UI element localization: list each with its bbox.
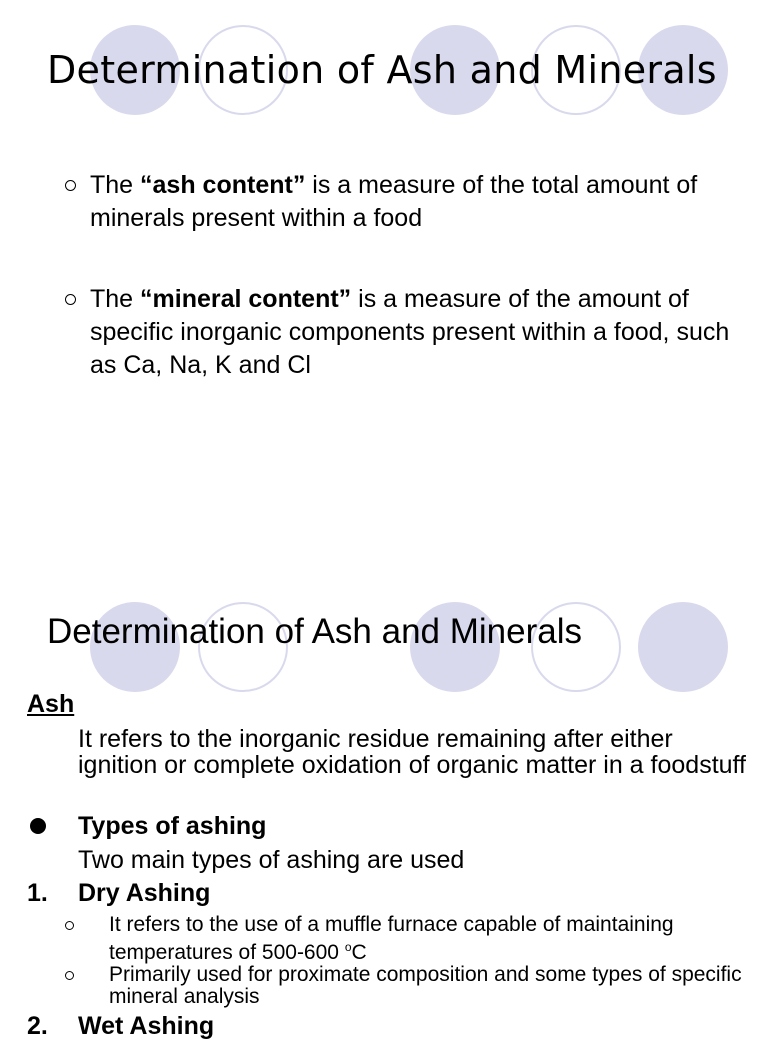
list-number: 2. — [27, 1012, 48, 1040]
hollow-bullet-icon — [65, 921, 74, 930]
bullet-text: The “ash content” is a measure of the total amount of minerals present within a food — [90, 171, 698, 232]
hollow-bullet-icon — [65, 180, 76, 191]
types-heading: Types of ashing — [78, 812, 267, 840]
types-description: Two main types of ashing are used — [78, 846, 465, 874]
dry-ashing-point-1: It refers to the use of a muffle furnace capable of maintaining temperatures of 500-600 $^o$C — [109, 913, 674, 964]
slide-title: Determination of Ash and Minerals — [47, 48, 717, 92]
bullet-ash-content — [65, 169, 755, 235]
hollow-bullet-icon — [65, 971, 74, 980]
slide-2 — [0, 580, 768, 1040]
bullet-mineral-content — [65, 283, 755, 382]
dry-ashing-heading: Dry Ashing — [78, 879, 211, 907]
list-number: 1. — [27, 879, 48, 907]
ash-definition: It refers to the inorganic residue remaining after either ignition or complete oxidation of organic matter in a foodstuff — [78, 725, 746, 779]
ash-heading: Ash — [27, 690, 75, 718]
dry-ashing-point-2: Primarily used for proximate composition and some types of specific mineral analysis — [109, 963, 742, 1008]
slide-title: Determination of Ash and Minerals — [47, 612, 582, 651]
wet-ashing-heading: Wet Ashing — [78, 1012, 215, 1040]
decorative-circle-filled — [638, 602, 728, 692]
hollow-bullet-icon — [65, 294, 76, 305]
bullet-text: The “mineral content” is a measure of the amount of specific inorganic components present within a food, such as Ca, Na, K and Cl — [90, 285, 730, 379]
filled-bullet-icon — [30, 818, 46, 834]
